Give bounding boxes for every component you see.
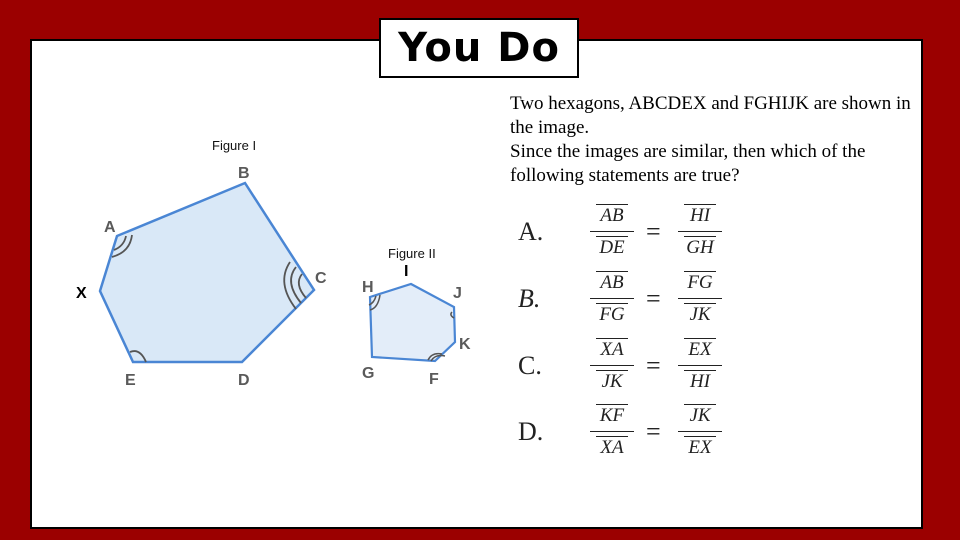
figure-2-label: Figure II: [388, 246, 436, 261]
hexagon-abcdex: [100, 183, 314, 362]
vertex-h-label: H: [362, 279, 374, 296]
vertex-e-label: E: [125, 372, 136, 389]
option-a-letter: A.: [518, 217, 544, 246]
option-b[interactable]: [518, 270, 778, 330]
option-c-equals: =: [646, 351, 661, 380]
slide-title: You Do: [398, 25, 560, 71]
option-b-left-denominator: FG: [590, 302, 634, 328]
option-b-right-numerator: FG: [678, 270, 722, 296]
option-c[interactable]: [518, 337, 778, 397]
option-d-right-fraction: [678, 403, 722, 461]
option-d-right-numerator: JK: [678, 403, 722, 429]
option-a[interactable]: [518, 203, 778, 263]
option-b-right-denominator: JK: [678, 302, 722, 328]
vertex-g-label: G: [362, 365, 375, 382]
vertex-b-label: B: [238, 165, 250, 182]
vertex-x-label: X: [76, 285, 87, 302]
option-a-right-numerator: HI: [678, 203, 722, 229]
prompt-line-2: Since the images are similar, then which of the following statements are true?: [510, 141, 866, 186]
option-d-right-denominator: EX: [678, 435, 722, 461]
option-a-right-fraction: [678, 203, 722, 261]
option-a-left-denominator: DE: [590, 235, 634, 261]
vertex-c-label: C: [315, 270, 327, 287]
option-b-left-numerator: AB: [590, 270, 634, 296]
option-c-left-denominator: JK: [590, 369, 634, 395]
figure-1-label: Figure I: [212, 138, 257, 153]
option-d-left-fraction: [590, 403, 634, 461]
option-c-right-numerator: EX: [678, 337, 722, 363]
option-c-left-numerator: XA: [590, 337, 634, 363]
option-b-equals: =: [646, 284, 661, 313]
vertex-d-label: D: [238, 372, 250, 389]
hexagon-fghijk: [370, 284, 455, 361]
vertex-k-label: K: [459, 336, 471, 353]
option-c-left-fraction: [590, 337, 634, 395]
option-a-left-fraction: [590, 203, 634, 261]
option-c-right-fraction: [678, 337, 722, 395]
option-d-equals: =: [646, 417, 661, 446]
option-b-letter: B.: [518, 284, 541, 313]
vertex-a-label: A: [104, 219, 116, 236]
option-b-right-fraction: [678, 270, 722, 328]
option-d[interactable]: [518, 403, 778, 463]
option-a-right-denominator: GH: [678, 235, 722, 261]
option-a-left-numerator: AB: [590, 203, 634, 229]
option-a-equals: =: [646, 217, 661, 246]
prompt-line-1: Two hexagons, ABCDEX and FGHIJK are shown in the image.: [510, 93, 911, 138]
option-d-letter: D.: [518, 417, 544, 446]
option-c-right-denominator: HI: [678, 369, 722, 395]
vertex-j-label: J: [453, 285, 462, 302]
option-c-letter: C.: [518, 351, 542, 380]
option-d-left-denominator: XA: [590, 435, 634, 461]
vertex-i-label: I: [404, 263, 409, 280]
option-b-left-fraction: [590, 270, 634, 328]
option-d-left-numerator: KF: [590, 403, 634, 429]
vertex-f-label: F: [429, 371, 439, 388]
